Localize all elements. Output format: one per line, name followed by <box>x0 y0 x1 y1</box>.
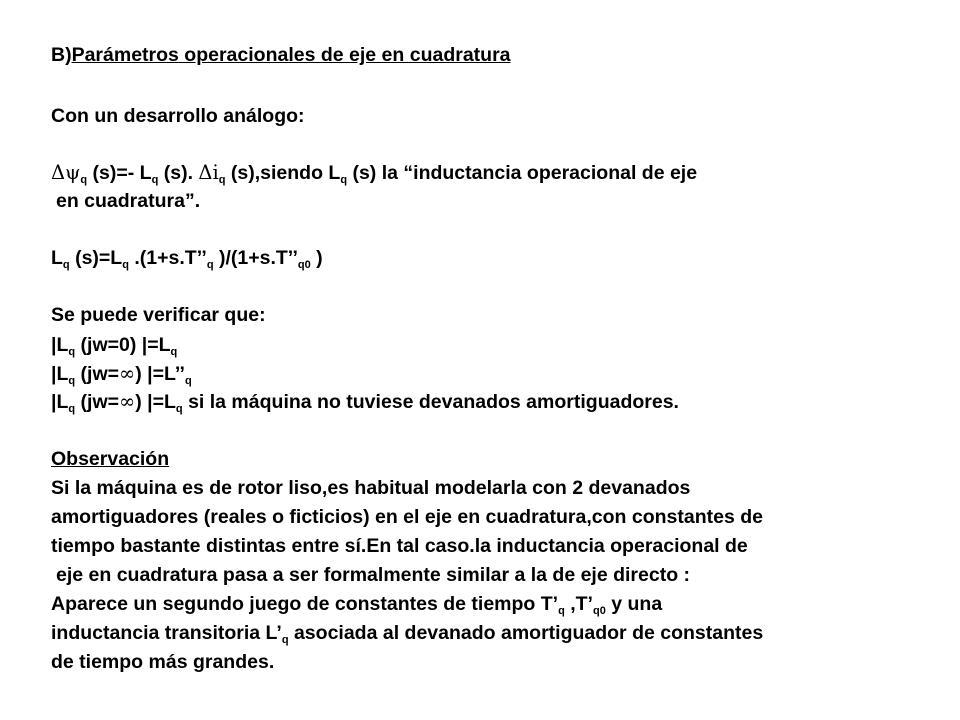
observation-line-4: eje en cuadratura pasa a ser formalmente similar a la de eje directo : <box>56 564 691 586</box>
observation-line-3: tiempo bastante distintas entre sí.En tal caso.la inductancia operacional de <box>51 535 748 557</box>
observation-line-6: inductancia transitoria $L’_q$ asociada al devanado amortiguador de constantes <box>51 622 764 646</box>
formula-line: $L_q$ $(s)=L_q$ $.(1+s.T’’_q$ )$/(1+s.T’’_{q0}$ ) <box>51 247 323 271</box>
verify-line-3: $|L_q$ (jw=∞) $|=L_q$ si la máquina no tuviese devanados amortiguadores. <box>51 390 679 415</box>
observation-heading: Observación <box>51 448 170 470</box>
observation-line-2: amortiguadores (reales o ficticios) en el eje en cuadratura,con constantes de <box>51 506 763 528</box>
definition-line-2: en cuadratura”. <box>56 190 201 212</box>
verify-line-1: $|L_q$ (jw=0) $|=L_q$ <box>51 334 178 358</box>
verify-line-2: $|L_q$ (jw=∞) $|=L’’_q$ <box>51 362 192 387</box>
verify-heading: Se puede verificar que: <box>51 304 266 326</box>
definition-line: $\Delta\psi_q$ (s)=- $L_q$ (s). $\Delta i_q$ (s),siendo $L_q$ (s) la “inductancia operacional de eje <box>51 161 698 186</box>
intro-line: Con un desarrollo análogo: <box>51 105 305 127</box>
observation-line-5: Aparece un segundo juego de constantes de tiempo $T’_q$ $,T’_{q0}$ y una <box>51 593 663 617</box>
observation-line-7: de tiempo más grandes. <box>51 651 275 673</box>
observation-line-1: Si la máquina es de rotor liso,es habitual modelarla con 2 devanados <box>51 477 691 499</box>
section-heading: B)Parámetros operacionales de eje en cuadratura <box>51 44 511 66</box>
